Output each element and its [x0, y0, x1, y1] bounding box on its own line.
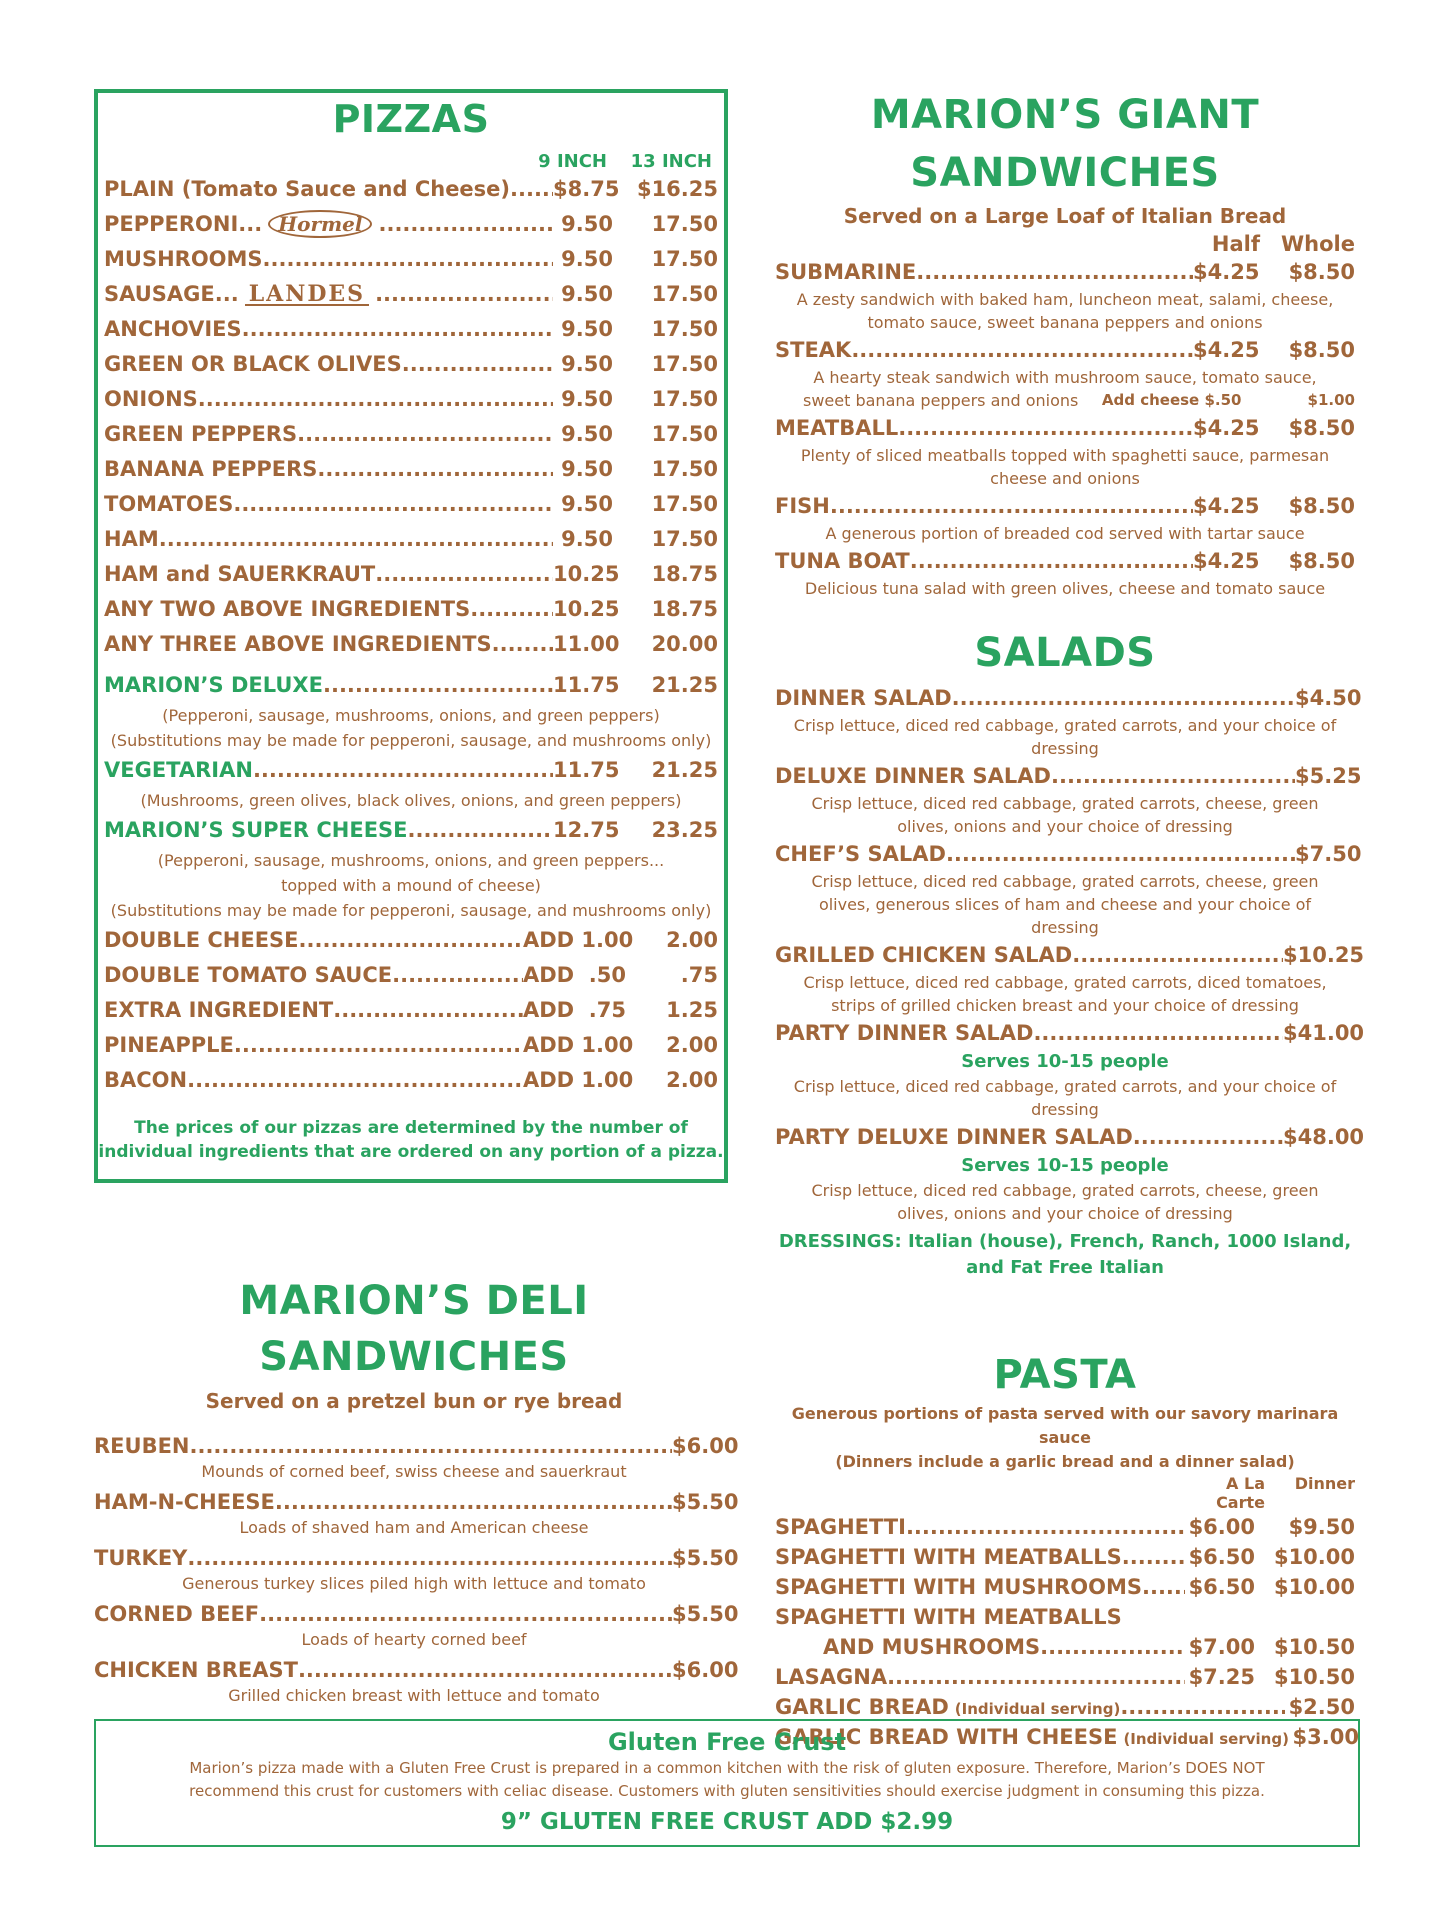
giant-size-header — [775, 232, 1355, 256]
pizzas-title: PIZZAS — [332, 97, 490, 141]
menu-item-submarine: SUBMARINE ..... $4.25 $8.50 — [775, 256, 1355, 288]
gluten-free-title: Gluten Free Crust — [607, 1728, 847, 1756]
giant-title-line2: SANDWICHES — [910, 150, 1220, 196]
menu-item-party-dinner-salad: PARTY DINNER SALAD ..... $41.00 — [775, 1017, 1355, 1049]
menu-item-garlic-bread: GARLIC BREAD (Individual serving) ..... $2.50 — [775, 1692, 1355, 1722]
party-deluxe-dinner-salad-serves: Serves 10-15 people — [961, 1155, 1169, 1176]
super-cheese-description-2: topped with a mound of cheese) — [281, 876, 541, 895]
deli-sandwiches-section — [94, 1273, 739, 1711]
menu-item-onions: ONIONS ..... 9.50 17.50 — [98, 382, 724, 417]
deluxe-description: (Pepperoni, sausage, mushrooms, onions, and green peppers) — [162, 706, 660, 725]
pizza-pricing-note: The prices of our pizzas are determined by the number of individual ingredients that are ordered on any portion of a pizza. — [98, 1118, 724, 1162]
extra-bacon: BACON ..... ADD 1.00 2.00 — [98, 1063, 724, 1098]
menu-item-meatball: MEATBALL ..... $4.25 $8.50 — [775, 412, 1355, 444]
pasta-title: PASTA — [993, 1352, 1137, 1398]
menu-item-chicken-breast: CHICKEN BREAST ..... $6.00 — [94, 1655, 734, 1685]
landes-logo: LANDES — [245, 284, 369, 306]
menu-item-reuben: REUBEN ..... $6.00 — [94, 1431, 734, 1461]
dinner-salad-description: Crisp lettuce, diced red cabbage, grated carrots, and your choice of dressing — [793, 716, 1337, 758]
menu-item-spaghetti-meatballs: SPAGHETTI WITH MEATBALLS ..... $6.50 $10.00 — [775, 1542, 1355, 1572]
hormel-logo: Hormel — [268, 210, 372, 238]
tuna-boat-description: Delicious tuna salad with green olives, cheese and tomato sauce — [804, 579, 1326, 598]
dressings-list: DRESSINGS: Italian (house), French, Ranch, 1000 Island, and Fat Free Italian — [778, 1231, 1352, 1278]
menu-item-turkey: TURKEY ..... $5.50 — [94, 1543, 734, 1573]
menu-item-green-peppers: GREEN PEPPERS ..... 9.50 17.50 — [98, 417, 724, 452]
gluten-free-disclaimer-2: recommend this crust for customers with celiac disease. Customers with gluten sensitivities should exercise judgment in consuming this pizza. — [189, 1782, 1265, 1800]
menu-item-deluxe: MARION’S DELUXE ..... 11.75 21.25 — [98, 668, 724, 703]
size-whole: Whole — [1281, 232, 1355, 256]
menu-item-pepperoni: PEPPERONI... Hormel ..... 9.50 17.50 — [98, 207, 724, 242]
party-dinner-salad-serves: Serves 10-15 people — [961, 1051, 1169, 1072]
menu-item-ham-sauerkraut: HAM and SAUERKRAUT ..... 10.25 18.75 — [98, 557, 724, 592]
menu-item-tuna-boat: TUNA BOAT ..... $4.25 $8.50 — [775, 545, 1355, 577]
menu-item-sausage: SAUSAGE... LANDES ..... 9.50 17.50 — [98, 277, 724, 312]
menu-item-olives: GREEN OR BLACK OLIVES ..... 9.50 17.50 — [98, 347, 724, 382]
chefs-salad-description: Crisp lettuce, diced red cabbage, grated carrots, cheese, green olives, generous slices of ham and cheese and your choice of dressing — [811, 872, 1319, 937]
extra-double-tomato-sauce: DOUBLE TOMATO SAUCE ..... ADD .50 .75 — [98, 958, 724, 993]
menu-item-banana-peppers: BANANA PEPPERS ..... 9.50 17.50 — [98, 452, 724, 487]
chicken-breast-description: Grilled chicken breast with lettuce and tomato — [228, 1686, 600, 1705]
menu-item-deluxe-dinner-salad: DELUXE DINNER SALAD ..... $5.25 — [775, 760, 1355, 792]
menu-item-ham: HAM ..... 9.50 17.50 — [98, 522, 724, 557]
pizza-size-header — [98, 151, 724, 172]
menu-item-dinner-salad: DINNER SALAD ..... $4.50 — [775, 682, 1355, 714]
menu-item-spaghetti-mushrooms: SPAGHETTI WITH MUSHROOMS ..... $6.50 $10.00 — [775, 1572, 1355, 1602]
corned-beef-description: Loads of hearty corned beef — [301, 1630, 527, 1649]
salads-section — [775, 624, 1365, 1281]
menu-item-anchovies: ANCHOVIES ..... 9.50 17.50 — [98, 312, 724, 347]
menu-item-plain: PLAIN (Tomato Sauce and Cheese) ..... $8.75 $16.25 — [98, 172, 724, 207]
menu-item-spaghetti: SPAGHETTI ..... $6.00 $9.50 — [775, 1512, 1355, 1542]
a-la-carte-label: A La Carte — [1216, 1474, 1265, 1512]
turkey-description: Generous turkey slices piled high with lettuce and tomato — [182, 1574, 646, 1593]
meatball-description: Plenty of sliced meatballs topped with spaghetti sauce, parmesan cheese and onions — [800, 446, 1330, 488]
menu-item-any-three: ANY THREE ABOVE INGREDIENTS ..... 11.00 20.00 — [98, 627, 724, 662]
pizza-menu-box — [94, 89, 728, 1183]
deluxe-dinner-salad-description: Crisp lettuce, diced red cabbage, grated carrots, cheese, green olives, onions and your choice of dressing — [811, 794, 1319, 836]
super-cheese-description: (Pepperoni, sausage, mushrooms, onions, and green peppers... — [157, 851, 665, 870]
size-13-inch: 13 INCH — [630, 151, 712, 172]
gluten-free-disclaimer-1: Marion’s pizza made with a Gluten Free Crust is prepared in a common kitchen with the risk of gluten exposure. Therefore, Marion’s DOES NOT — [189, 1759, 1265, 1777]
pasta-subtitle: Generous portions of pasta served with our savory marinara sauce — [791, 1404, 1339, 1447]
menu-item-mushrooms: MUSHROOMS ..... 9.50 17.50 — [98, 242, 724, 277]
menu-item-spaghetti-meatballs-mushrooms: AND MUSHROOMS ..... $7.00 $10.50 — [775, 1632, 1355, 1662]
steak-add-cheese: Add cheese $.50 — [1101, 391, 1242, 409]
menu-item-grilled-chicken-salad: GRILLED CHICKEN SALAD ..... $10.25 — [775, 939, 1355, 971]
menu-item-tomatoes: TOMATOES ..... 9.50 17.50 — [98, 487, 724, 522]
menu-item-steak: STEAK ..... $4.25 $8.50 — [775, 334, 1355, 366]
reuben-description: Mounds of corned beef, swiss cheese and sauerkraut — [201, 1462, 627, 1481]
menu-item-ham-n-cheese: HAM-N-CHEESE ..... $5.50 — [94, 1487, 734, 1517]
dinner-label: Dinner — [1294, 1474, 1355, 1493]
giant-subtitle: Served on a Large Loaf of Italian Bread — [843, 204, 1287, 228]
steak-add-cheese-whole: $1.00 — [1307, 391, 1355, 409]
giant-sandwiches-section — [775, 86, 1355, 600]
super-cheese-substitutions: (Substitutions may be made for pepperoni, sausage, and mushrooms only) — [110, 901, 712, 920]
pasta-section — [775, 1348, 1359, 1752]
extra-double-cheese: DOUBLE CHEESE ..... ADD 1.00 2.00 — [98, 923, 724, 958]
size-half: Half — [1211, 232, 1260, 256]
salads-title: SALADS — [974, 630, 1156, 676]
giant-title-line1: MARION’S GIANT — [870, 92, 1260, 138]
deli-title-line1: MARION’S DELI — [239, 1278, 589, 1324]
gluten-free-box — [94, 1719, 1360, 1847]
menu-item-garlic-bread-cheese: GARLIC BREAD WITH CHEESE (Individual serving) $3.00 — [775, 1725, 1359, 1749]
submarine-description: A zesty sandwich with baked ham, luncheon meat, salami, cheese, tomato sauce, sweet banana peppers and onions — [796, 290, 1334, 332]
extra-pineapple: PINEAPPLE ..... ADD 1.00 2.00 — [98, 1028, 724, 1063]
deluxe-substitutions: (Substitutions may be made for pepperoni, sausage, and mushrooms only) — [110, 731, 712, 750]
menu-item-any-two: ANY TWO ABOVE INGREDIENTS ..... 10.25 18.75 — [98, 592, 724, 627]
deli-subtitle: Served on a pretzel bun or rye bread — [205, 1389, 623, 1413]
spaghetti-combo-line1: SPAGHETTI WITH MEATBALLS — [775, 1605, 1122, 1629]
ham-n-cheese-description: Loads of shaved ham and American cheese — [239, 1518, 589, 1537]
deli-title-line2: SANDWICHES — [259, 1334, 569, 1380]
menu-item-fish: FISH ..... $4.25 $8.50 — [775, 490, 1355, 522]
menu-item-party-deluxe-dinner-salad: PARTY DELUXE DINNER SALAD ..... $48.00 — [775, 1121, 1355, 1153]
menu-item-lasagna: LASAGNA ..... $7.25 $10.50 — [775, 1662, 1355, 1692]
steak-description: A hearty steak sandwich with mushroom sauce, tomato sauce, — [813, 368, 1317, 387]
size-9-inch: 9 INCH — [538, 151, 607, 172]
party-deluxe-dinner-salad-description: Crisp lettuce, diced red cabbage, grated carrots, cheese, green olives, onions and your choice of dressing — [811, 1181, 1319, 1223]
grilled-chicken-salad-description: Crisp lettuce, diced red cabbage, grated carrots, diced tomatoes, strips of grilled chicken breast and your choice of dressing — [803, 973, 1327, 1015]
steak-addon-row: sweet banana peppers and onions Add cheese $.50 $1.00 — [803, 391, 1355, 410]
extra-ingredient: EXTRA INGREDIENT ..... ADD .75 1.25 — [98, 993, 724, 1028]
fish-description: A generous portion of breaded cod served with tartar sauce — [825, 524, 1305, 543]
menu-item-corned-beef: CORNED BEEF ..... $5.50 — [94, 1599, 734, 1629]
menu-item-chefs-salad: CHEF’S SALAD ..... $7.50 — [775, 838, 1355, 870]
menu-item-super-cheese: MARION’S SUPER CHEESE ..... 12.75 23.25 — [98, 813, 724, 848]
vegetarian-description: (Mushrooms, green olives, black olives, onions, and green peppers) — [140, 791, 682, 810]
pasta-price-header — [775, 1474, 1355, 1512]
gluten-free-price: 9” GLUTEN FREE CRUST ADD $2.99 — [500, 1809, 954, 1835]
party-dinner-salad-description: Crisp lettuce, diced red cabbage, grated carrots, and your choice of dressing — [793, 1077, 1337, 1119]
pasta-dinner-note: (Dinners include a garlic bread and a dinner salad) — [835, 1452, 1295, 1471]
menu-item-vegetarian: VEGETARIAN ..... 11.75 21.25 — [98, 753, 724, 788]
